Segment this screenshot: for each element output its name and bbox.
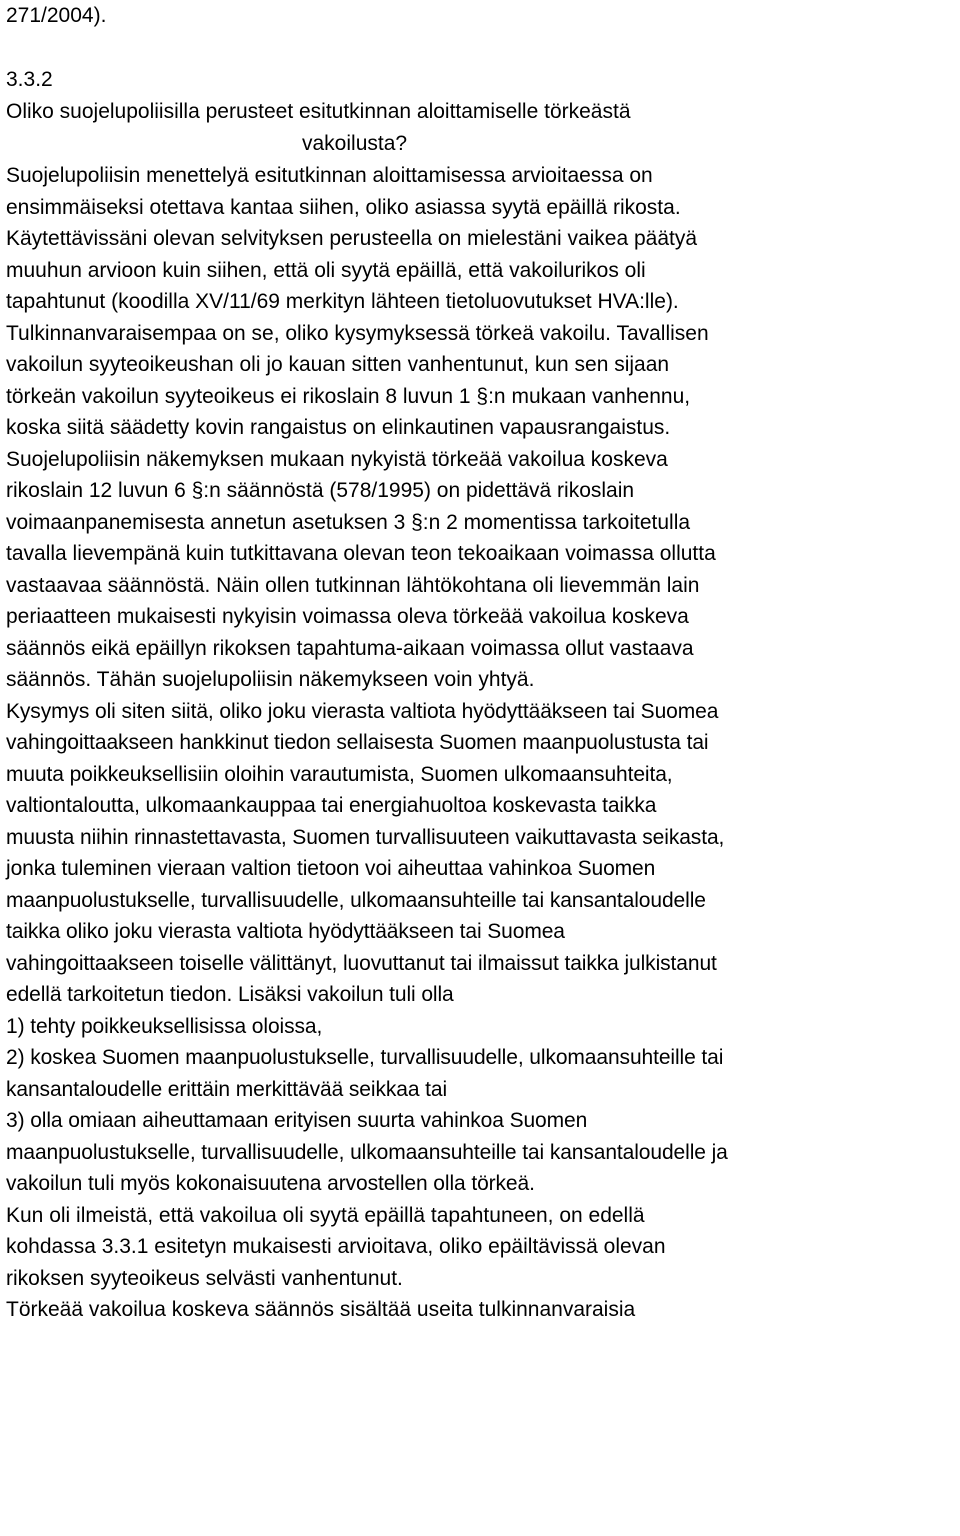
paragraph-line: kohdassa 3.3.1 esitetyn mukaisesti arvioitava, oliko epäiltävissä olevan [6, 1235, 666, 1258]
paragraph-line: koska siitä säädetty kovin rangaistus on elinkautinen vapausrangaistus. [6, 416, 671, 439]
list-item: 2) koskea Suomen maanpuolustukselle, turvallisuudelle, ulkomaansuhteille tai [6, 1046, 724, 1069]
paragraph-line: edellä tarkoitetun tiedon. Lisäksi vakoilun tuli olla [6, 983, 454, 1006]
paragraph-line: vastaavaa säännöstä. Näin ollen tutkinnan lähtökohtana oli lievemmän lain [6, 573, 700, 597]
section-number: 3.3.2 [6, 68, 53, 91]
paragraph-line: periaatteen mukaisesti nykyisin voimassa oleva törkeää vakoilua koskeva [6, 605, 689, 628]
list-item: maanpuolustukselle, turvallisuudelle, ulkomaansuhteille tai kansantaloudelle ja [6, 1140, 728, 1164]
paragraph-6 [6, 1200, 958, 1295]
paragraph-line: säännös eikä epäillyn rikoksen tapahtuma-aikaan voimassa ollut vastaava [6, 636, 694, 660]
paragraph-line: muuta poikkeuksellisiin oloihin varautumista, Suomen ulkomaansuhteita, [6, 762, 673, 786]
paragraph-line: Törkeää vakoilua koskeva säännös sisältää useita tulkinnanvaraisia [6, 1298, 636, 1321]
paragraph-line: Kysymys oli siten siitä, oliko joku vierasta valtiota hyödyttääkseen tai Suomea [6, 699, 719, 723]
paragraph-line: jonka tuleminen vieraan valtion tietoon voi aiheuttaa vahinkoa Suomen [6, 857, 656, 880]
paragraph-line: ensimmäiseksi otettava kantaa siihen, oliko asiassa syytä epäillä rikosta. [6, 195, 681, 219]
paragraph-2 [6, 223, 958, 444]
paragraph-line: Suojelupoliisin menettelyä esitutkinnan aloittamisessa arvioitaessa on [6, 164, 653, 187]
paragraph-line: tapahtunut (koodilla XV/11/69 merkityn lähteen tietoluovutukset HVA:lle). [6, 290, 679, 313]
paragraph-1 [6, 160, 958, 223]
section-title-line: Oliko suojelupoliisilla perusteet esitutkinnan aloittamiselle törkeästä [6, 100, 631, 123]
criteria-list [6, 1011, 958, 1200]
paragraph-line: voimaanpanemisesta annetun asetuksen 3 §:n 2 momentissa tarkoitetulla [6, 510, 691, 534]
paragraph-line: rikoslain 12 luvun 6 §:n säännöstä (578/1995) on pidettävä rikoslain [6, 479, 635, 502]
paragraph-4 [6, 696, 958, 1011]
paragraph-line: törkeän vakoilun syyteoikeus ei rikoslain 8 luvun 1 §:n mukaan vanhennu, [6, 384, 691, 408]
paragraph-7 [6, 1294, 958, 1326]
paragraph-line: muuhun arvioon kuin siihen, että oli syytä epäillä, että vakoilurikos oli [6, 258, 646, 282]
paragraph-line: Käytettävissäni olevan selvityksen perusteella on mielestäni vaikea päätyä [6, 227, 698, 250]
document-page [6, 0, 958, 1326]
list-item: kansantaloudelle erittäin merkittävää seikkaa tai [6, 1077, 448, 1101]
list-item: 3) olla omiaan aiheuttamaan erityisen suurta vahinkoa Suomen [6, 1109, 588, 1132]
paragraph-line: rikoksen syyteoikeus selvästi vanhentunut. [6, 1266, 403, 1290]
paragraph-3 [6, 444, 958, 696]
paragraph-line: muusta niihin rinnastettavasta, Suomen turvallisuuteen vaikuttavasta seikasta, [6, 825, 725, 849]
paragraph-line: taikka oliko joku vierasta valtiota hyödyttääkseen tai Suomea [6, 920, 565, 943]
paragraph-line: Kun oli ilmeistä, että vakoilua oli syytä epäillä tapahtuneen, on edellä [6, 1203, 645, 1227]
list-item: 1) tehty poikkeuksellisissa oloissa, [6, 1014, 323, 1038]
paragraph-line: tavalla lievempänä kuin tutkittavana olevan teon tekoaikaan voimassa ollutta [6, 542, 716, 565]
paragraph-line: Suojelupoliisin näkemyksen mukaan nykyistä törkeää vakoilua koskeva [6, 447, 668, 471]
reference-fragment: 271/2004). [6, 4, 107, 27]
section-title-line: vakoilusta? [302, 132, 408, 155]
list-item: vakoilun tuli myös kokonaisuutena arvostellen olla törkeä. [6, 1172, 535, 1195]
paragraph-line: Tulkinnanvaraisempaa on se, oliko kysymyksessä törkeä vakoilu. Tavallisen [6, 321, 709, 345]
paragraph-line: vahingoittaakseen hankkinut tiedon sellaisesta Suomen maanpuolustusta tai [6, 731, 709, 754]
paragraph-line: valtiontaloutta, ulkomaankauppaa tai energiahuoltoa koskevasta taikka [6, 794, 657, 817]
paragraph-line: maanpuolustukselle, turvallisuudelle, ulkomaansuhteille tai kansantaloudelle [6, 888, 706, 912]
paragraph-line: säännös. Tähän suojelupoliisin näkemykseen voin yhtyä. [6, 668, 535, 691]
paragraph-line: vakoilun syyteoikeushan oli jo kauan sitten vanhentunut, kun sen sijaan [6, 353, 670, 376]
paragraph-line: vahingoittaakseen toiselle välittänyt, luovuttanut tai ilmaissut taikka julkistanut [6, 951, 717, 975]
